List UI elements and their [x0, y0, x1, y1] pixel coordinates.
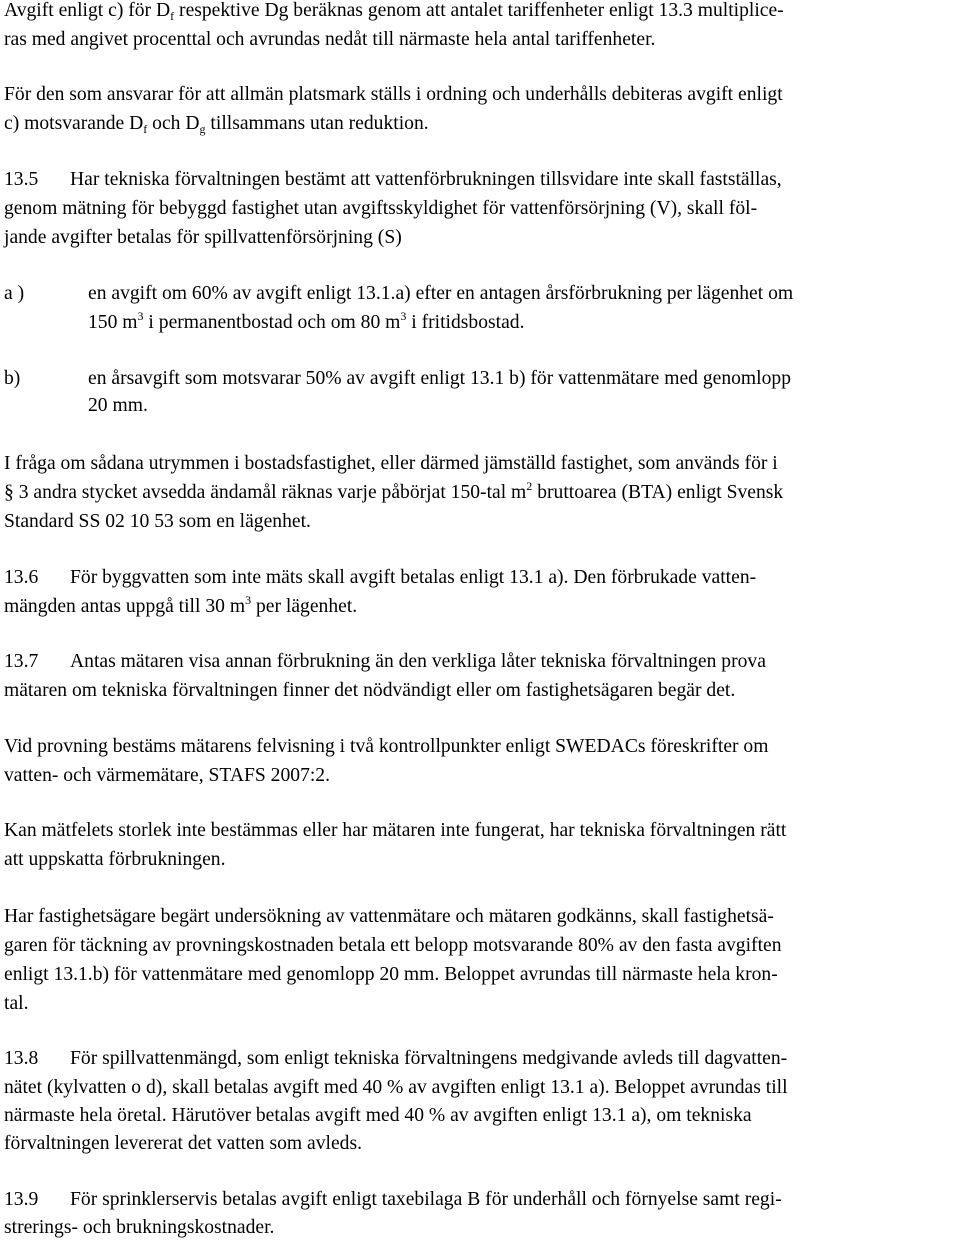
- section-13-9-line-1: 13.9 För sprinklerservis betalas avgift enligt taxebilaga B för underhåll och förnyelse samt regi-: [4, 1186, 782, 1215]
- fraga-line-2: § 3 andra stycket avsedda ändamål räknas varje påbörjat 150-tal $m^2$ bruttoarea (BTA) enligt Svensk: [4, 479, 784, 503]
- list-item-a-line-2: 150 $m^3$ i permanentbostad och om 80 $m^3$ i fritidsbostad.: [88, 309, 525, 333]
- har-line-3: enligt 13.1.b) för vattenmätare med genomlopp 20 mm. Beloppet avrundas till närmaste hela kron-: [4, 964, 778, 985]
- section-13-8-line-2: nätet (kylvatten o d), skall betalas avgift med 40 % av avgiften enligt 13.1 a). Beloppet avrundas till: [4, 1077, 788, 1098]
- fraga-line-1: I fråga om sådana utrymmen i bostadsfastighet, eller därmed jämställd fastighet, som används för i: [4, 453, 778, 474]
- list-item-a-label: a ): [4, 283, 25, 304]
- vid-line-1: Vid provning bestäms mätarens felvisning i två kontrollpunkter enligt SWEDACs föreskrifter om: [4, 736, 769, 757]
- list-item-b-label: b): [4, 368, 21, 389]
- intro-line-2: ras med angivet procenttal och avrundas nedåt till närmaste hela antal tariffenheter.: [4, 29, 656, 50]
- section-13-5-line-2: genom mätning för bebyggd fastighet utan avgiftsskyldighet för vattenförsörjning (V), skall föl-: [4, 198, 758, 219]
- section-13-5-line-1: 13.5 Har tekniska förvaltningen bestämt att vattenförbrukningen tillsvidare inte skall fastställas,: [4, 166, 782, 195]
- allman-line-2: c) motsvarande $D_f$ och $D_g$ tillsammans utan reduktion.: [4, 113, 429, 136]
- vid-line-2: vatten- och värmemätare, STAFS 2007:2.: [4, 765, 331, 786]
- section-13-5-line-3: jande avgifter betalas för spillvattenförsörjning (S): [4, 227, 402, 248]
- har-line-2: garen för täckning av provningskostnaden betala ett belopp motsvarande 80% av den fasta avgiften: [4, 935, 782, 956]
- har-line-4: tal.: [4, 993, 29, 1014]
- har-line-1: Har fastighetsägare begärt undersökning av vattenmätare och mätaren godkänns, skall fastighetsä-: [4, 906, 774, 927]
- section-13-8-line-4: förvaltningen levererat det vatten som avleds.: [4, 1133, 362, 1154]
- kan-line-1: Kan mätfelets storlek inte bestämmas eller har mätaren inte fungerat, har tekniska förvaltningen rätt: [4, 820, 787, 841]
- section-number: 13.8: [4, 1048, 39, 1069]
- section-number: 13.9: [4, 1189, 39, 1210]
- section-number: 13.7: [4, 651, 39, 672]
- section-13-6-line-1: 13.6 För byggvatten som inte mäts skall avgift betalas enligt 13.1 a). Den förbrukade vatten-: [4, 564, 756, 593]
- section-13-6-line-2: mängden antas uppgå till 30 $m^3$ per lägenhet.: [4, 593, 358, 617]
- section-13-7-line-1: 13.7 Antas mätaren visa annan förbrukning än den verkliga låter tekniska förvaltningen prova: [4, 648, 766, 677]
- section-number: 13.6: [4, 567, 39, 588]
- intro-line-1: Avgift enligt c) för $D_f$ respektive Dg beräknas genom att antalet tariffenheter enligt 13.3 multiplice-: [4, 0, 784, 23]
- section-13-9-line-2: strerings- och brukningskostnader.: [4, 1217, 275, 1238]
- section-number: 13.5: [4, 169, 39, 190]
- list-item-a-line-1: en avgift om 60% av avgift enligt 13.1.a) efter en antagen årsförbrukning per lägenhet om: [88, 283, 794, 304]
- section-13-7-line-2: mätaren om tekniska förvaltningen finner det nödvändigt eller om fastighetsägaren begär det.: [4, 680, 736, 701]
- fraga-line-3: Standard SS 02 10 53 som en lägenhet.: [4, 511, 311, 532]
- list-item-b-line-2: 20 mm.: [88, 395, 148, 416]
- section-13-8-line-3: närmaste hela öretal. Härutöver betalas avgift med 40 % av avgiften enligt 13.1 a), om tekniska: [4, 1105, 752, 1126]
- section-13-8-line-1: 13.8 För spillvattenmängd, som enligt tekniska förvaltningens medgivande avleds till dagvatten-: [4, 1045, 787, 1074]
- kan-line-2: att uppskatta förbrukningen.: [4, 849, 226, 870]
- list-item-b-line-1: en årsavgift som motsvarar 50% av avgift enligt 13.1 b) för vattenmätare med genomlopp: [88, 368, 791, 389]
- allman-line-1: För den som ansvarar för att allmän platsmark ställs i ordning och underhålls debiteras avgift enligt: [4, 84, 783, 105]
